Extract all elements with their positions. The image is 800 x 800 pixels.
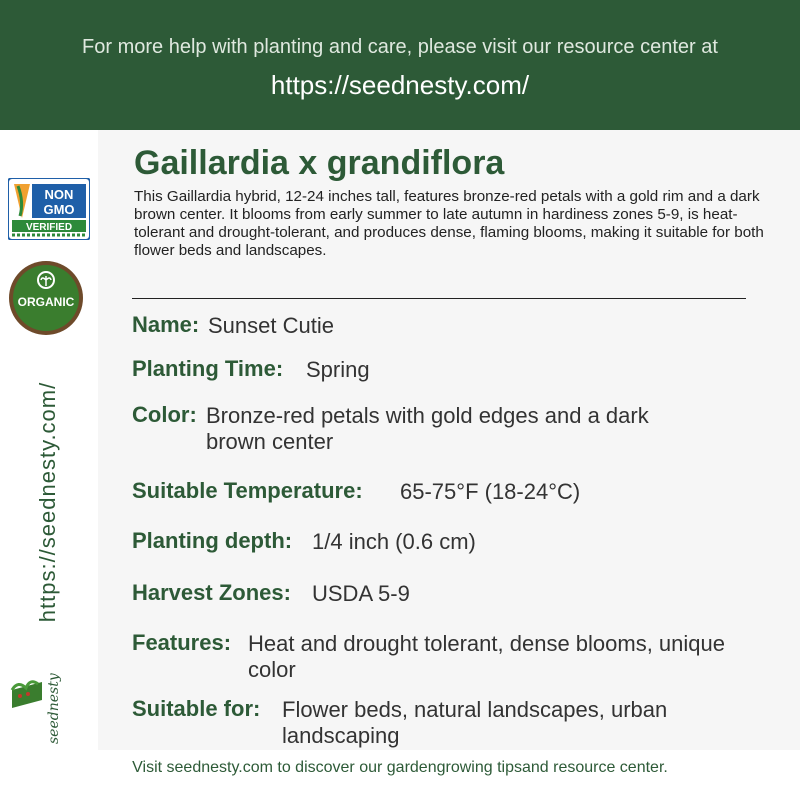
detail-value: Sunset Cutie (208, 313, 334, 338)
detail-value: USDA 5-9 (312, 581, 410, 606)
non-gmo-mid-text: GMO (43, 202, 75, 217)
footer (0, 750, 800, 800)
product-title: Gaillardia x grandiflora (134, 144, 505, 182)
seednesty-logo-icon (8, 660, 68, 744)
detail-value: Flower beds, natural landscapes, urban landscaping (282, 697, 668, 748)
detail-value: 65-75°F (18-24°C) (400, 479, 581, 504)
footer-text: Visit seednesty.com to discover our gardengrowing tipsand resource center. (132, 759, 668, 776)
detail-value: Bronze-red petals with gold edges and a dark brown center (206, 403, 649, 454)
sidebar (0, 130, 98, 750)
detail-label: Suitable for: (132, 696, 261, 721)
detail-label: Planting depth: (132, 528, 293, 553)
non-gmo-badge-icon (8, 178, 90, 240)
detail-label: Color: (132, 402, 197, 427)
top-banner (0, 0, 800, 130)
vertical-url-text: https://seednesty.com/ (35, 381, 60, 623)
detail-label: Features: (132, 630, 232, 655)
product-description: This Gaillardia hybrid, 12-24 inches tall, features bronze-red petals with a gold rim and a dark brown center. It blooms from early summer to late autumn in hardiness zones 5-9, is heat-tolerant and drought-tolerant, and produces dense, flaming blooms, making it suitable for both flower beds and landscapes. (134, 188, 764, 259)
detail-label: Harvest Zones: (132, 580, 291, 605)
detail-label: Name: (132, 312, 200, 337)
organic-badge-icon (8, 260, 84, 336)
detail-label: Planting Time: (132, 356, 284, 381)
product-panel (98, 130, 800, 750)
non-gmo-verified-text: VERIFIED (25, 222, 73, 233)
section-divider (132, 298, 746, 299)
logo-wordmark: seednesty (46, 673, 62, 744)
banner-help-text: For more help with planting and care, please visit our resource center at (82, 36, 718, 58)
detail-label: Suitable Temperature: (132, 478, 363, 503)
organic-label: ORGANIC (17, 295, 75, 309)
non-gmo-top-text: NON (44, 187, 74, 202)
detail-value: 1/4 inch (0.6 cm) (312, 529, 476, 554)
detail-value: Heat and drought tolerant, dense blooms, unique color (248, 631, 725, 682)
detail-value: Spring (306, 357, 370, 382)
banner-url-link[interactable]: https://seednesty.com/ (270, 70, 530, 100)
